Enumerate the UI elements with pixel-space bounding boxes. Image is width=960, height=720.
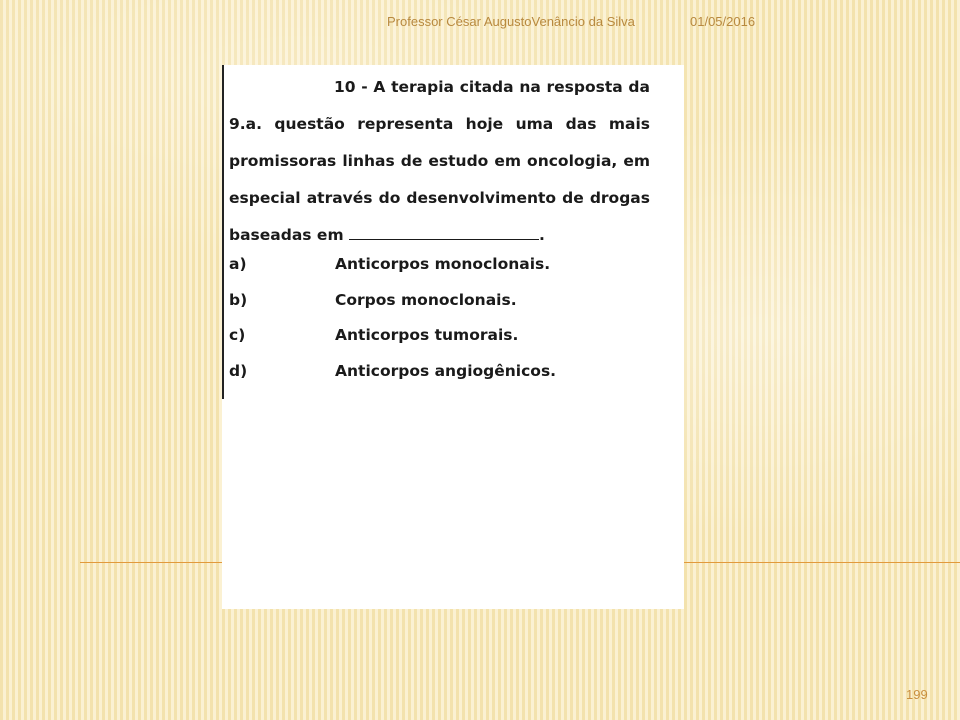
question-image xyxy=(222,65,684,609)
divider-right xyxy=(684,562,960,563)
answer-blank xyxy=(349,225,539,240)
options-list xyxy=(229,247,649,389)
left-border-bar xyxy=(222,65,224,399)
option-text: Anticorpos monoclonais. xyxy=(335,255,551,273)
question-text xyxy=(229,69,650,254)
option-text: Corpos monoclonais. xyxy=(335,290,517,309)
question-text-after: . xyxy=(539,226,545,244)
option-letter: d) xyxy=(229,361,248,380)
option-c xyxy=(229,318,649,354)
page-number: 199 xyxy=(906,687,928,702)
option-text: Anticorpos tumorais. xyxy=(335,326,519,344)
question-text-before: 10 - A terapia citada na resposta da 9.a. questão representa hoje uma das mais promissoras linhas de estudo em oncologia, em especial através do desenvolvimento de drogas baseadas em xyxy=(229,78,650,244)
slide-date: 01/05/2016 xyxy=(690,14,756,29)
option-letter: b) xyxy=(229,290,248,309)
option-letter: c) xyxy=(229,326,246,344)
option-b xyxy=(229,283,649,319)
option-text: Anticorpos angiogênicos. xyxy=(335,361,557,380)
option-a xyxy=(229,247,649,283)
divider-left xyxy=(80,562,223,563)
option-d xyxy=(229,354,649,390)
option-letter: a) xyxy=(229,255,247,273)
author-name: Professor César AugustoVenâncio da Silva xyxy=(387,14,635,29)
